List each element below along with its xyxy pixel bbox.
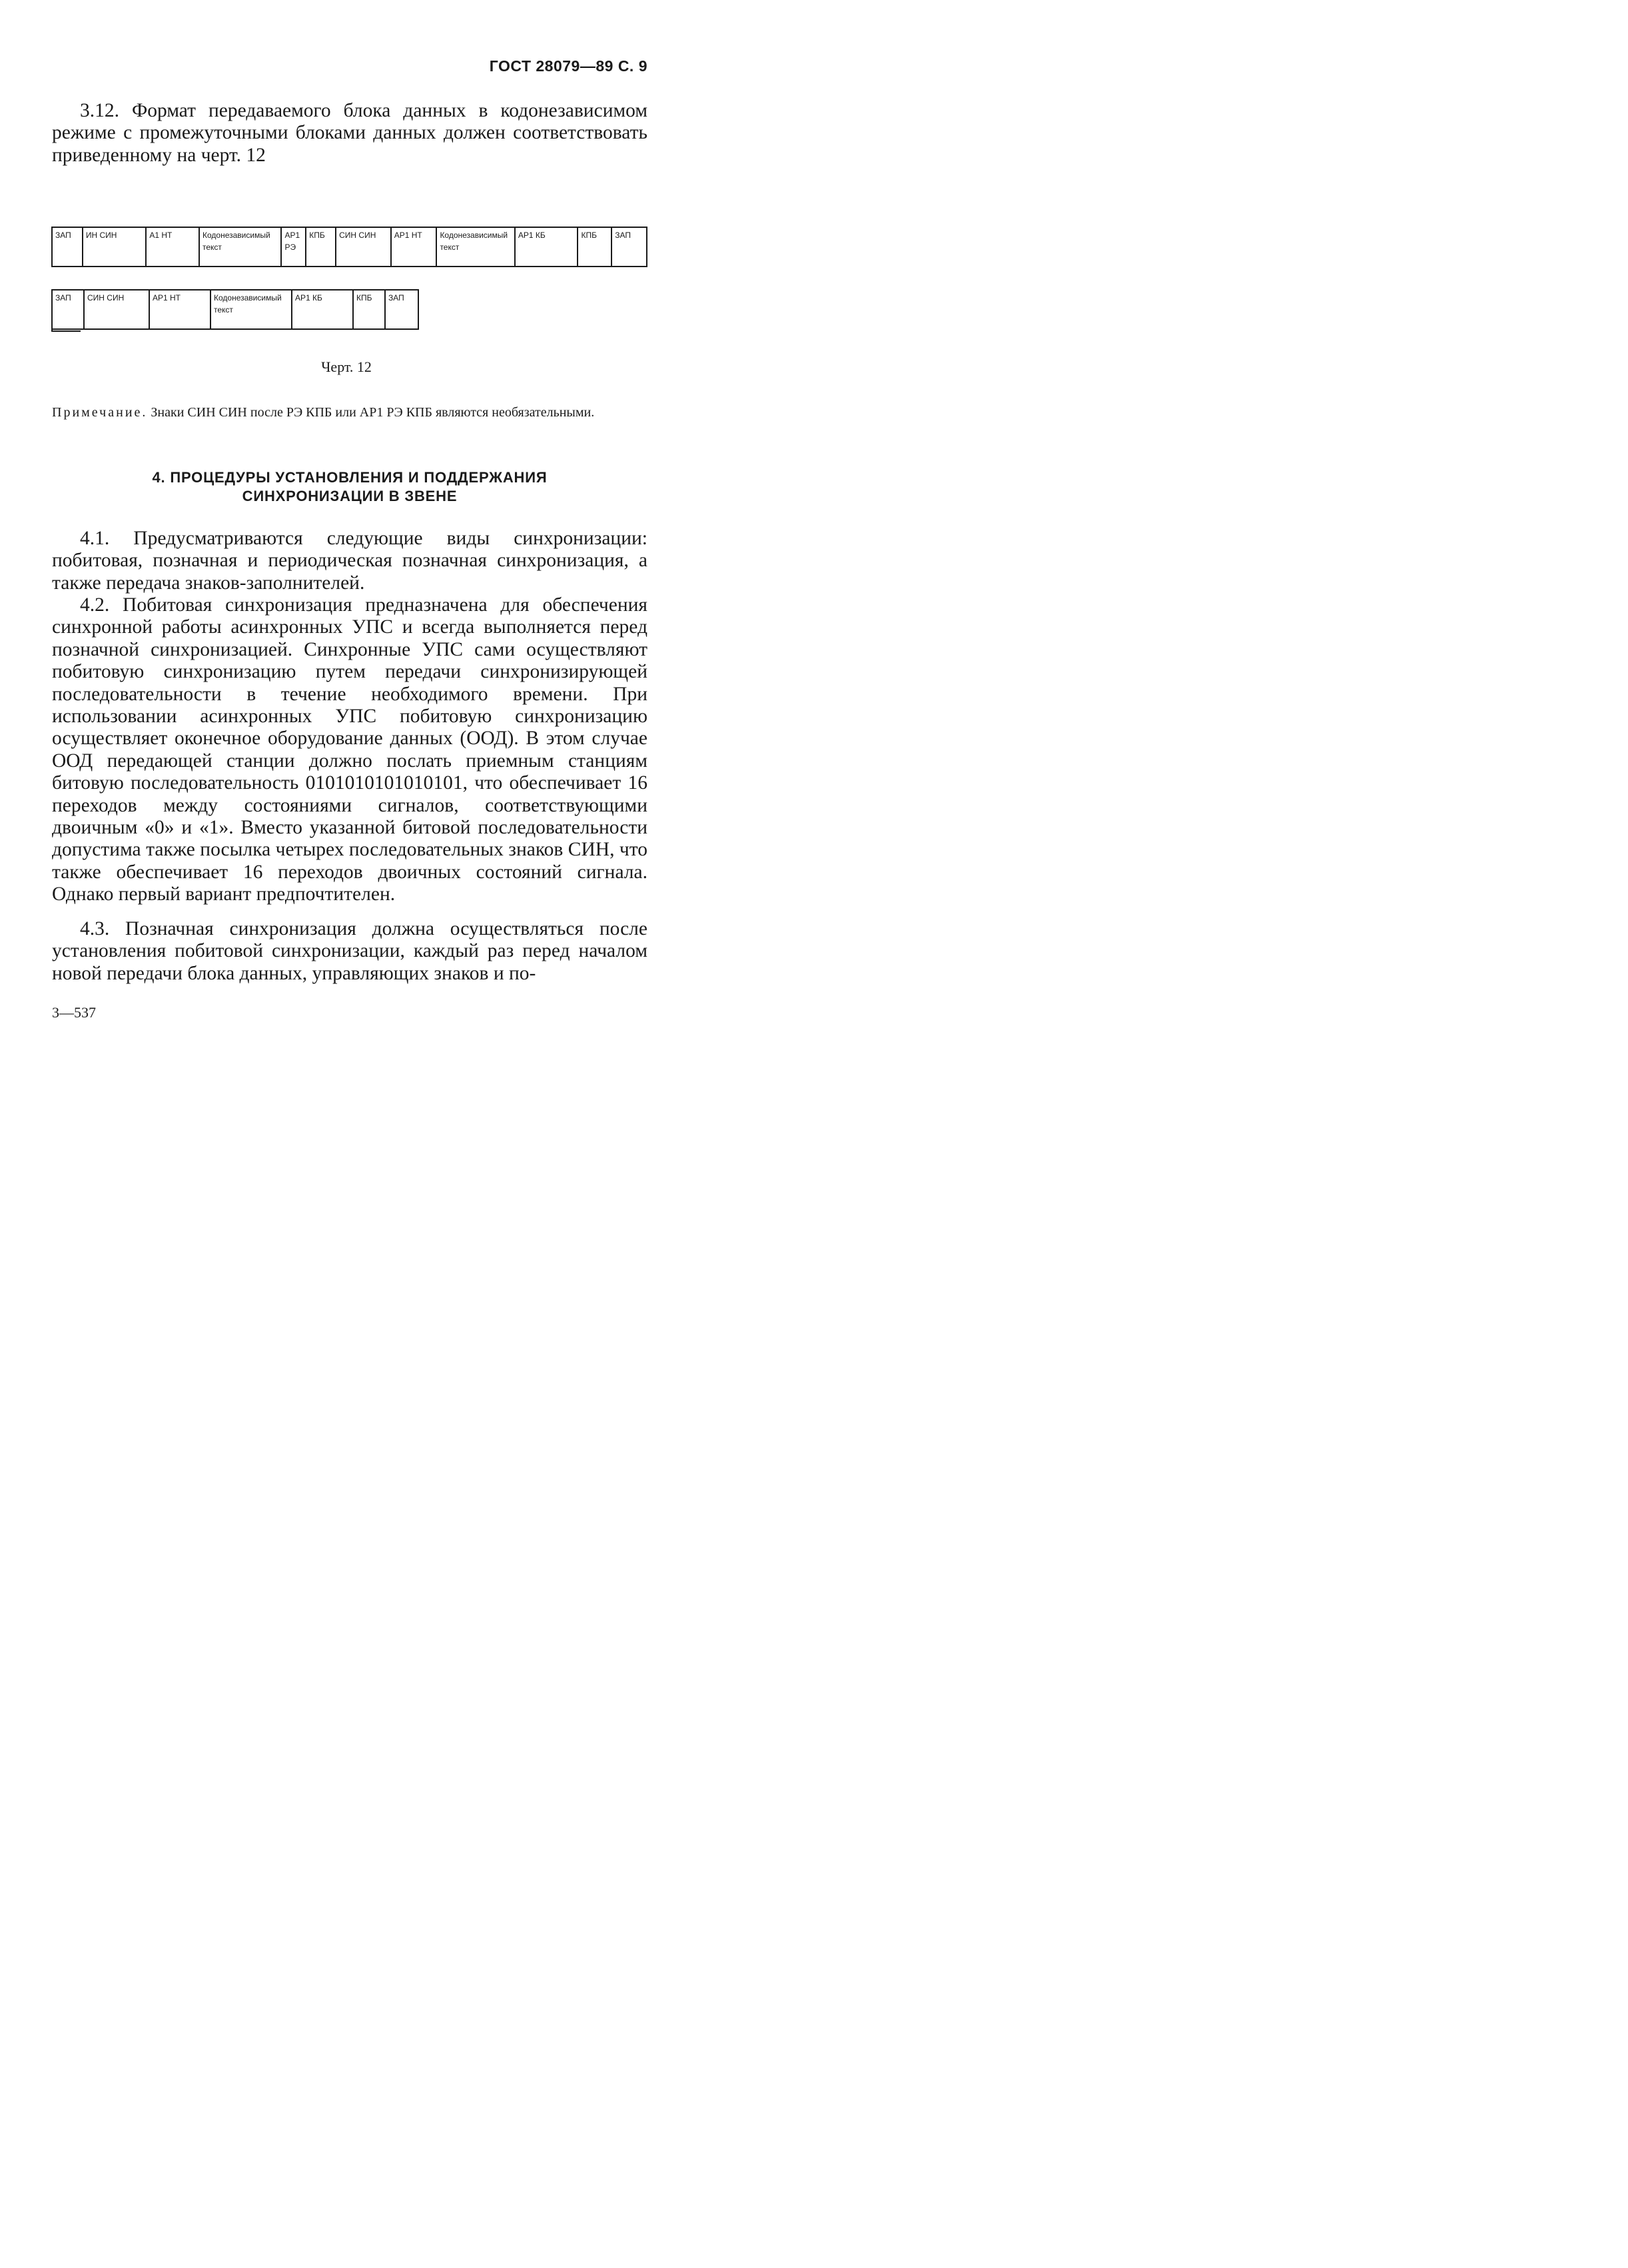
diagram1-cell-kpb-2: КПБ [578,228,612,266]
page-footer: 3—537 [52,1004,96,1021]
note-label: Примечание. [52,405,148,420]
paragraph-3-12 [52,100,647,167]
diagram1-cell-zap-2: ЗАП [615,231,631,240]
diagram2-cell-ar1-kb: АР1 КБ [292,290,354,328]
diagram1-cell-kpb: КПБ [306,228,336,266]
section-title-line-2: СИНХРОНИЗАЦИИ В ЗВЕНЕ [242,488,458,504]
section-title [52,468,647,506]
diagram2-cell-kpb: КПБ [354,290,386,328]
diagram1-cell-in-sin: ИН СИН [83,228,147,266]
diagram1-cell-ar1-nt: АР1 НТ [392,228,438,266]
paragraph-4-2-text: 4.2. Побитовая синхронизация предназначена для обеспечения синхронной работы асинхронных УПС и всегда выполняется перед позначной синхронизацией. Синхронные УПС сами осуществляют побитовую синхронизацию путем передачи синхронизирующей последовательности в течение необходимого времени. При использовании асинхронных УПС побитовую синхронизацию осуществляет оконечное оборудование данных (ООД). В этом случае ООД передающей станции должно послать приемным станциям битовую последовательность 0101010101010101, что обеспечивает 16 переходов между состояниями сигналов, соответствующими двоичным «0» и «1». Вместо указанной битовой последовательности допустима также посылка четырех последовательных знаков СИН, что также обеспечивает 16 переходов двоичных состояний сигнала. Однако первый вариант предпочтителен. [52,594,647,905]
paragraph-3-12-text: 3.12. Формат передаваемого блока данных в кодонезависимом режиме с промежуточными блоками данных должен соответствовать приведенному на черт. 12 [52,100,647,166]
diagram1-cell-sin-sin: СИН СИН [336,228,392,266]
diagram2-cell-ar1-nt: АР1 НТ [150,290,211,328]
diagram2-cell-zap: ЗАП [53,290,85,328]
note-text: Знаки СИН СИН после РЭ КПБ или АР1 РЭ КПБ являются необязательными. [151,405,595,420]
paragraph-4-2 [52,594,647,906]
paragraph-4-1-text: 4.1. Предусматриваются следующие виды синхронизации: побитовая, позначная и периодическая позначная синхронизация, а также передача знаков-заполнителей. [52,528,647,594]
diagram2-cell-zap-2: ЗАП [388,293,404,302]
diagram1-cell-code-text: Кодонезависимый текст [200,228,282,266]
diagram1-cell-ar1-re: АР1 РЭ [282,228,306,266]
diagram1-cell-a1-nt: А1 НТ [147,228,200,266]
paragraph-4-3-text: 4.3. Позначная синхронизация должна осуществляться после установления побитовой синхронизации, каждый раз перед началом новой передачи блока данных, управляющих знаков и по- [52,918,647,984]
page-header: ГОСТ 28079—89 С. 9 [489,57,647,75]
diagram1-cell-ar1-kb: АР1 КБ [516,228,579,266]
diagram2-cell-sin-sin: СИН СИН [85,290,150,328]
note [52,404,647,421]
paragraph-4-3 [52,918,647,985]
paragraph-4-1 [52,528,647,594]
diagram1-cell-code-text-2: Кодонезависимый текст [437,228,515,266]
diagram1-cell-zap: ЗАП [53,228,83,266]
figure-caption: Черт. 12 [321,358,372,375]
frame-diagram-1 [51,227,647,267]
diagram2-cell-code-text: Кодонезависимый текст [211,290,292,328]
section-title-line-1: 4. ПРОЦЕДУРЫ УСТАНОВЛЕНИЯ И ПОДДЕРЖАНИЯ [152,469,548,486]
frame-diagram-2 [51,289,419,330]
diagram2-bracket [51,325,81,332]
